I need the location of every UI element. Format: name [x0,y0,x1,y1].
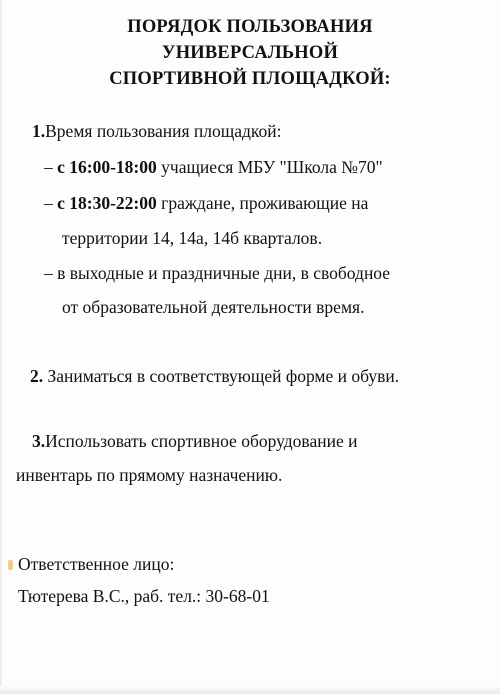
rule-3-continuation: инвентарь по прямому назначению. [16,465,283,485]
item-dash: – [44,263,53,283]
title-line: СПОРТИВНОЙ ПЛОЩАДКОЙ: [109,69,391,89]
responsible-person: Тютерева В.С., раб. тел.: 30-68-01 [18,586,270,606]
rule-number: 1. [32,121,46,141]
paper-stain [8,560,13,570]
item-text: граждане, проживающие на [156,193,369,213]
rule-1-item-1 [44,156,383,178]
rule-number: 3. [32,431,46,451]
rule-1-item-2 [44,192,368,214]
item-text: учащиеся МБУ "Школа №70" [156,157,383,177]
rule-1-item-3-continuation: от образовательной деятельности время. [62,297,365,317]
title-line: УНИВЕРСАЛЬНОЙ [161,43,339,63]
rule-2 [30,365,399,387]
rule-text: Использовать спортивное оборудование и [45,431,358,451]
scan-edge-bottom [0,686,500,694]
rule-text: Заниматься в соответствующей форме и обуви. [43,366,400,386]
title-line: ПОРЯДОК ПОЛЬЗОВАНИЯ [127,17,373,37]
rule-number: 2. [30,366,44,386]
rule-1-heading [32,120,282,142]
item-text: в выходные и праздничные дни, в свободное [52,263,391,283]
item-time: с 16:00-18:00 [57,157,157,177]
rule-3 [32,430,357,452]
scan-edge [0,0,3,694]
rule-text: Время пользования площадкой: [45,121,282,141]
item-dash: – [44,157,53,177]
document-title [0,14,500,92]
item-time: с 18:30-22:00 [57,193,157,213]
rule-1-item-3 [44,262,390,284]
item-dash: – [44,193,53,213]
rule-1-item-2-continuation: территории 14, 14а, 14б кварталов. [62,228,323,248]
responsible-label: Ответственное лицо: [18,554,175,574]
